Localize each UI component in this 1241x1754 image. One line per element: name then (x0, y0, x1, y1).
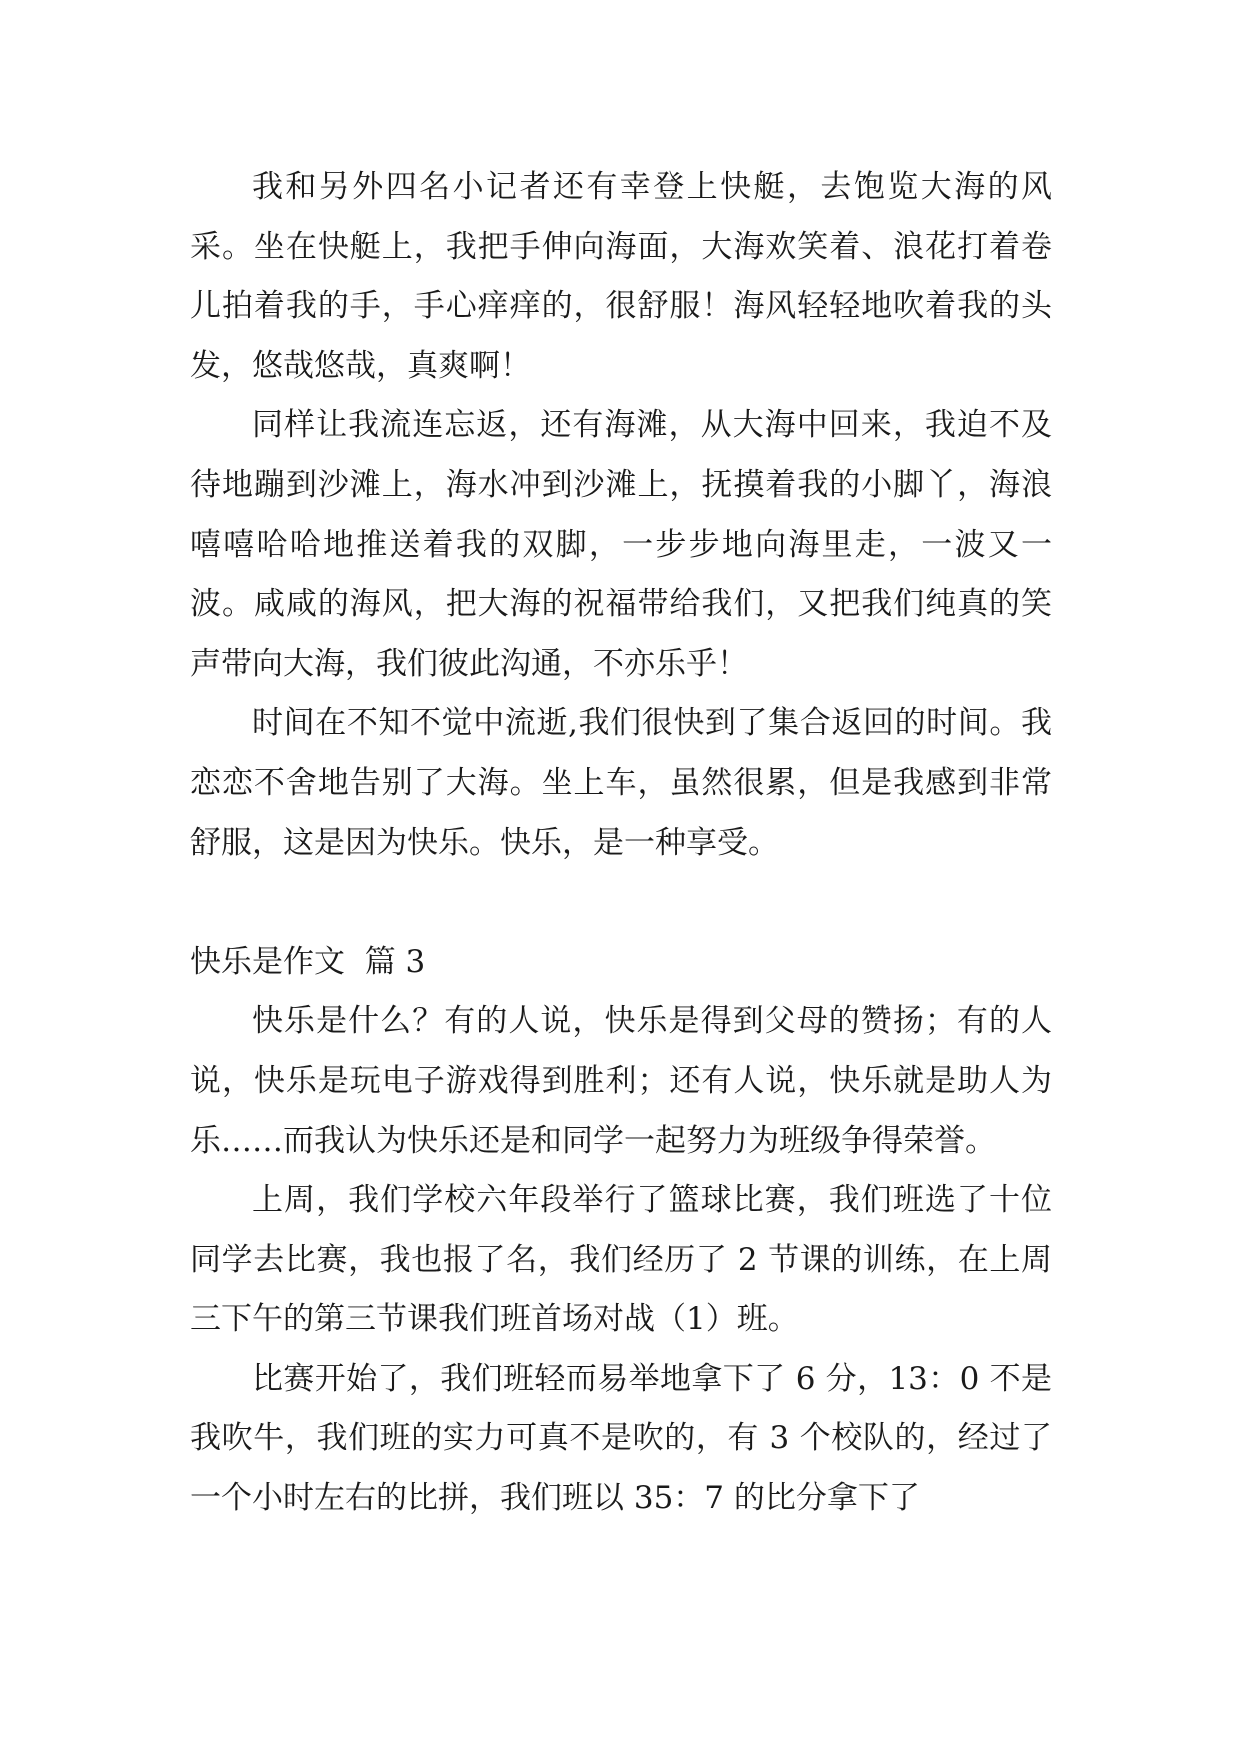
section-paragraph-1: 快乐是什么？有的人说，快乐是得到父母的赞扬；有的人说，快乐是玩电子游戏得到胜利；还有人说，快乐就是助人为乐……而我认为快乐还是和同学一起努力为班级争得荣誉。 (190, 1003, 1052, 1159)
section-paragraph-2: 上周，我们学校六年段举行了篮球比赛，我们班选了十位同学去比赛，我也报了名，我们经历了 2 节课的训练，在上周三下午的第三节课我们班首场对战（1）班。 (190, 1182, 1052, 1338)
paragraph-3: 时间在不知不觉中流逝,我们很快到了集合返回的时间。我恋恋不舍地告别了大海。坐上车，虽然很累，但是我感到非常舒服，这是因为快乐。快乐，是一种享受。 (190, 705, 1052, 861)
document-body (190, 158, 1052, 1529)
paragraph-2: 同样让我流连忘返，还有海滩，从大海中回来，我迫不及待地蹦到沙滩上，海水冲到沙滩上，抚摸着我的小脚丫，海浪嘻嘻哈哈地推送着我的双脚，一步步地向海里走，一波又一波。咸咸的海风，把大海的祝福带给我们，又把我们纯真的笑声带向大海，我们彼此沟通，不亦乐乎！ (190, 407, 1052, 682)
section-heading: 快乐是作文 篇 3 (190, 943, 426, 980)
section-paragraph-3: 比赛开始了，我们班轻而易举地拿下了 6 分，13：0 不是我吹牛，我们班的实力可真不是吹的，有 3 个校队的，经过了一个小时左右的比拼，我们班以 35：7 的比分拿下了 (190, 1360, 1052, 1517)
paragraph-1: 我和另外四名小记者还有幸登上快艇，去饱览大海的风采。坐在快艇上，我把手伸向海面，大海欢笑着、浪花打着卷儿拍着我的手，手心痒痒的，很舒服！海风轻轻地吹着我的头发，悠哉悠哉，真爽啊！ (190, 169, 1052, 384)
